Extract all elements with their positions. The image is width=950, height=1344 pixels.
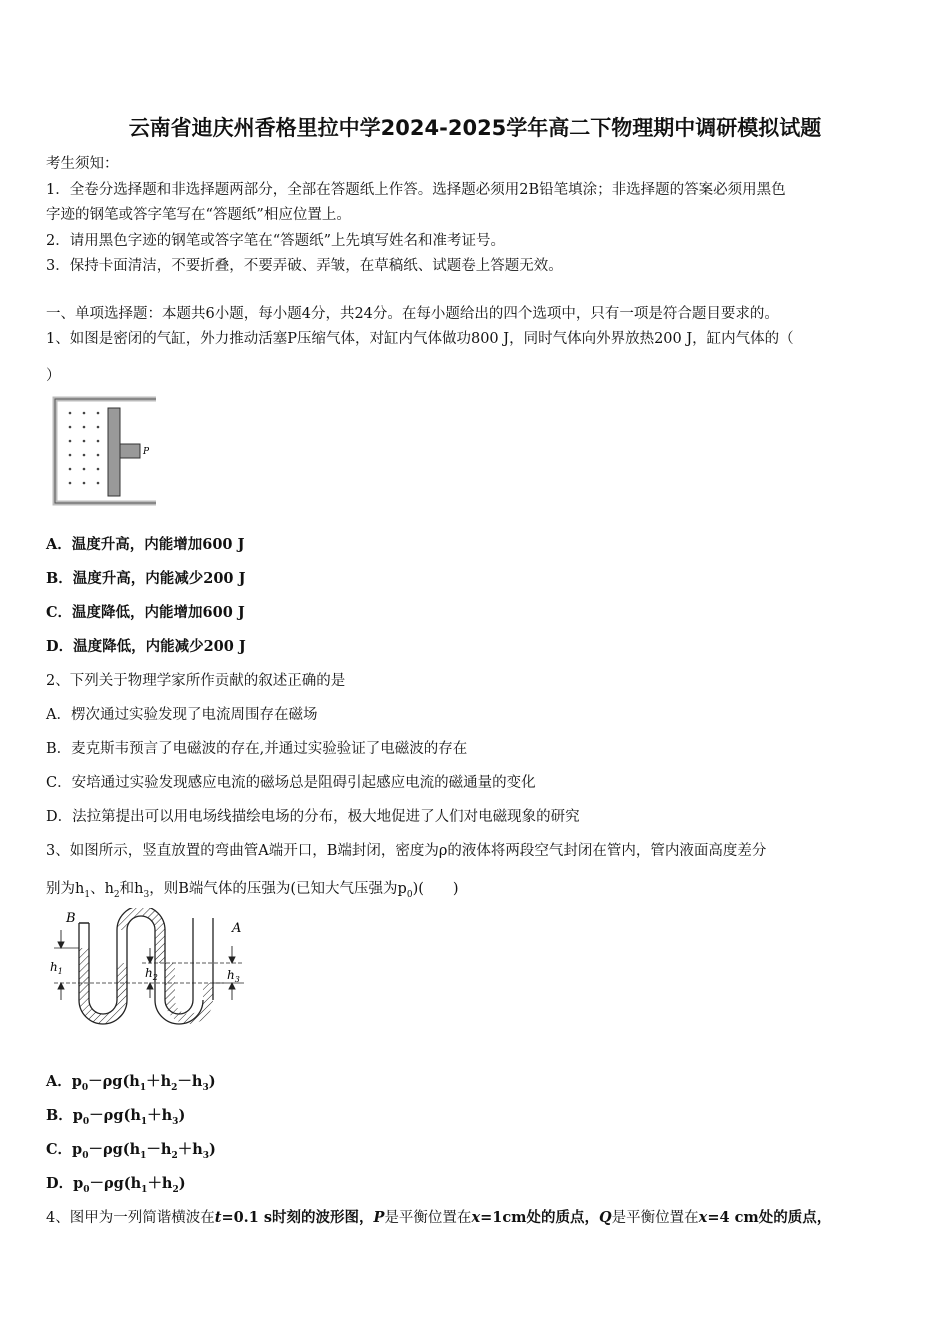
gas-dots bbox=[69, 412, 100, 485]
q1-stem-end: ） bbox=[46, 368, 61, 384]
label-h3: $h_3$ bbox=[227, 968, 240, 984]
q2-stem: 2、下列关于物理学家所作贡献的叙述正确的是 bbox=[46, 673, 346, 689]
q3-option-b: B．$p_0-\rho g(h_1+h_3)$ bbox=[46, 1107, 186, 1127]
q1-option-c: C．温度降低，内能增加600 J bbox=[46, 604, 245, 621]
piston bbox=[108, 408, 120, 496]
q1-option-d: D．温度降低，内能减少200 J bbox=[46, 638, 246, 655]
label-h1: $h_1$ bbox=[50, 960, 63, 976]
bent-tube-figure bbox=[44, 908, 259, 1048]
notice-heading: 考生须知： bbox=[46, 156, 119, 172]
q3-stem: 3、如图所示，竖直放置的弯曲管A端开口，B端封闭，密度为ρ的液体将两段空气封闭在管内，管内液面高度差分 bbox=[46, 843, 767, 859]
notice-item: 2．请用黑色字迹的钢笔或答字笔在“答题纸”上先填写姓名和准考证号。 bbox=[46, 233, 506, 249]
q1-option-b: B．温度升高，内能减少200 J bbox=[46, 570, 246, 587]
label-h2: $h_2$ bbox=[145, 966, 158, 982]
q1-option-a: A．温度升高，内能增加600 J bbox=[46, 536, 245, 553]
label-a: A bbox=[232, 921, 242, 936]
q1-stem: 1、如图是密闭的气缸，外力推动活塞P压缩气体，对缸内气体做功800 J，同时气体向外界放热200 J，缸内气体的（ bbox=[46, 331, 794, 347]
liquid-left bbox=[79, 948, 127, 1024]
section-heading: 一、单项选择题：本题共6小题，每小题4分，共24分。在每小题给出的四个选项中，只有一项是符合题目要求的。 bbox=[46, 306, 779, 322]
cylinder-piston-figure bbox=[52, 396, 167, 508]
label-b: B bbox=[66, 911, 76, 926]
notice-item: 字迹的钢笔或答字笔写在“答题纸”相应位置上。 bbox=[46, 207, 351, 223]
q4-stem: 4、图甲为一列简谐横波在t=0.1 s时刻的波形图，P是平衡位置在x=1cm处的质点，Q是平衡位置在x=4 cm处的质点， bbox=[46, 1209, 832, 1226]
liquid-right bbox=[165, 963, 213, 1024]
q3-stem-cont: 别为$h_1$、$h_2$和$h_3$，则B端气体的压强为(已知大气压强为$p_0$)( ) bbox=[46, 881, 459, 900]
q3-option-d: D．$p_0-\rho g(h_1+h_2)$ bbox=[46, 1175, 186, 1195]
q3-option-a: A．$p_0-\rho g(h_1+h_2-h_3)$ bbox=[46, 1073, 216, 1093]
q2-option-c: C．安培通过实验发现感应电流的磁场总是阻碍引起感应电流的磁通量的变化 bbox=[46, 775, 536, 791]
piston-label: P bbox=[143, 447, 150, 457]
page-title: 云南省迪庆州香格里拉中学2024-2025学年高二下物理期中调研模拟试题 bbox=[128, 116, 822, 140]
q2-option-b: B．麦克斯韦预言了电磁波的存在,并通过实验验证了电磁波的存在 bbox=[46, 741, 468, 757]
q3-option-c: C．$p_0-\rho g(h_1-h_2+h_3)$ bbox=[46, 1141, 216, 1161]
notice-item: 3．保持卡面清洁，不要折叠，不要弄破、弄皱，在草稿纸、试题卷上答题无效。 bbox=[46, 258, 563, 274]
piston-rod bbox=[120, 444, 140, 458]
notice-item: 1．全卷分选择题和非选择题两部分，全部在答题纸上作答。选择题必须用2B铅笔填涂；非选择题的答案必须用黑色 bbox=[46, 182, 786, 198]
q2-option-a: A．楞次通过实验发现了电流周围存在磁场 bbox=[46, 707, 318, 723]
q2-option-d: D．法拉第提出可以用电场线描绘电场的分布，极大地促进了人们对电磁现象的研究 bbox=[46, 809, 580, 825]
